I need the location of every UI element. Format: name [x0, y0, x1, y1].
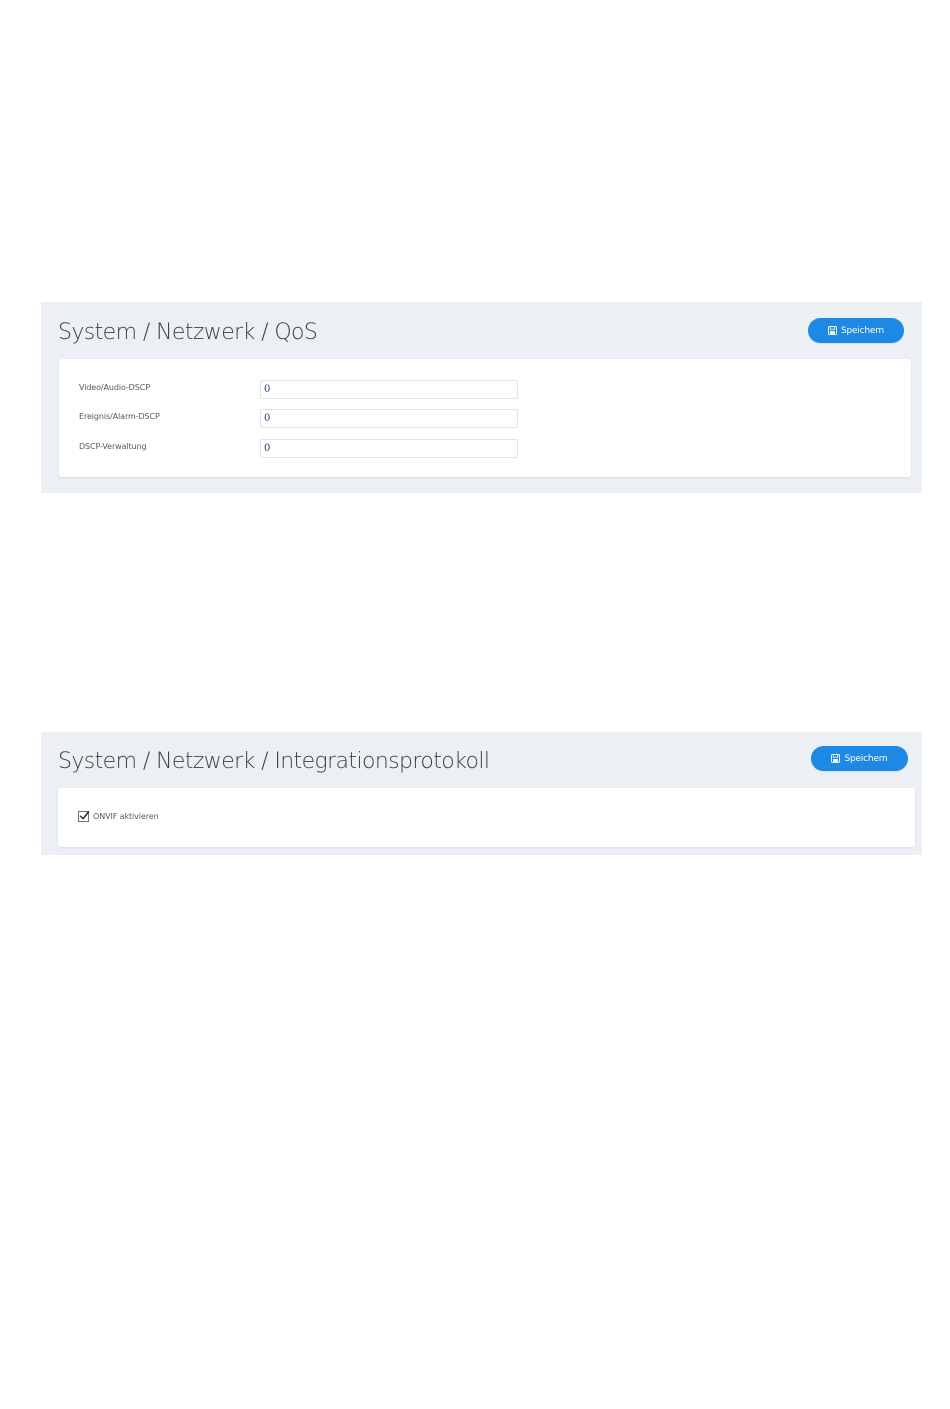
integration-page-title: System / Netzwerk / Integrationsprotokoll	[58, 749, 490, 774]
qos-panel	[41, 302, 922, 493]
event-alarm-dscp-input[interactable]	[260, 409, 518, 428]
dscp-management-input[interactable]	[260, 439, 518, 458]
dscp-management-label: DSCP-Verwaltung	[79, 442, 147, 451]
floppy-disk-icon	[831, 754, 840, 763]
event-alarm-dscp-label: Ereignis/Alarm-DSCP	[79, 412, 160, 421]
video-audio-dscp-input[interactable]	[260, 380, 518, 399]
floppy-disk-icon	[828, 326, 837, 335]
integration-save-button[interactable]	[811, 746, 908, 771]
qos-page-title: System / Netzwerk / QoS	[58, 320, 318, 345]
qos-save-button[interactable]	[808, 318, 904, 343]
checkmark-icon	[79, 811, 89, 821]
qos-save-label: Speichern	[840, 325, 885, 336]
video-audio-dscp-label: Video/Audio-DSCP	[79, 383, 150, 392]
onvif-toggle-row	[78, 811, 159, 822]
integration-save-label: Speichern	[844, 753, 888, 764]
integration-settings-card	[58, 788, 915, 847]
onvif-checkbox[interactable]	[78, 811, 89, 822]
integration-protocol-panel	[41, 732, 922, 855]
onvif-label: ONVIF aktivieren	[93, 812, 159, 821]
qos-settings-card	[59, 359, 911, 477]
